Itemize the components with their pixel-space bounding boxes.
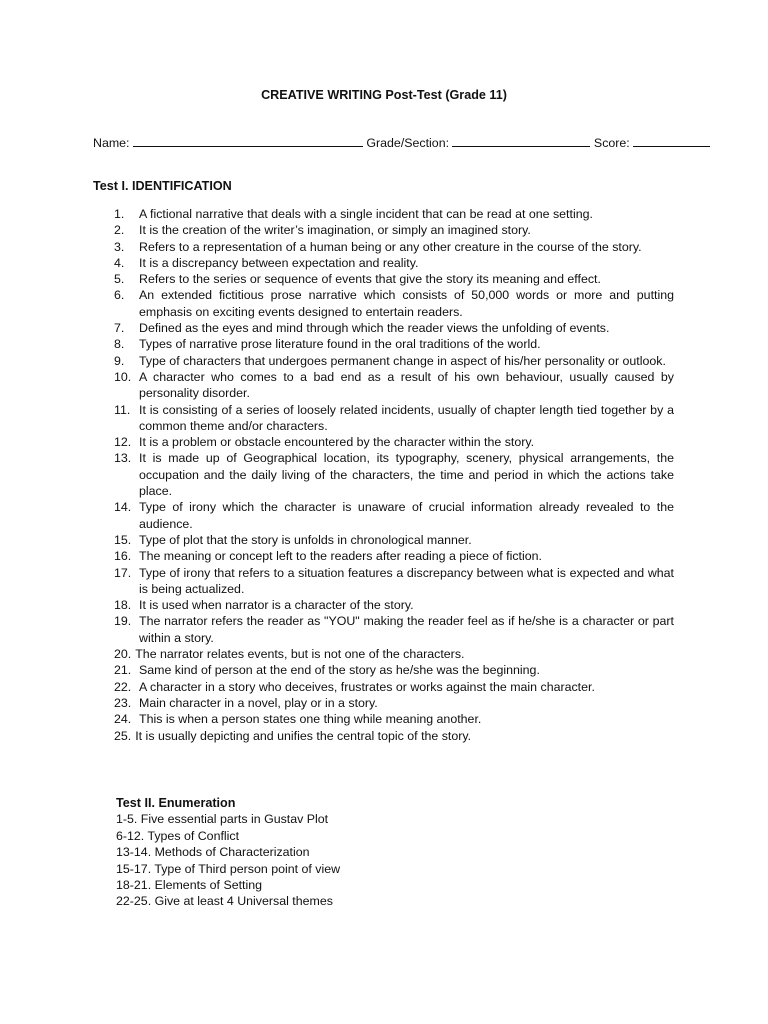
list-item xyxy=(114,222,674,238)
page-title: CREATIVE WRITING Post-Test (Grade 11) xyxy=(261,88,507,102)
item-number: 21. xyxy=(114,663,132,678)
item-text: It is a discrepancy between expectation and reality. xyxy=(139,255,419,270)
item-text: Defined as the eyes and mind through which the reader views the unfolding of events. xyxy=(139,321,610,336)
item-number: 18. xyxy=(114,598,132,613)
enumeration-item: 6-12. Types of Conflict xyxy=(116,828,240,843)
item-text: A character who comes to a bad end as a result of his own behaviour, usually caused by personality disorder. xyxy=(139,369,674,401)
identification-list xyxy=(114,206,674,744)
item-text: It is a problem or obstacle encountered by the character within the story. xyxy=(139,435,535,450)
item-text: Main character in a novel, play or in a story. xyxy=(139,695,378,710)
item-number: 17. xyxy=(114,565,132,580)
list-item xyxy=(114,548,674,564)
list-item xyxy=(114,255,674,271)
score-label: Score: xyxy=(590,136,634,150)
item-number: 2. xyxy=(114,223,125,238)
test2-section xyxy=(116,795,676,910)
list-item xyxy=(114,711,674,727)
item-text: A fictional narrative that deals with a single incident that can be read at one setting. xyxy=(139,207,593,221)
item-text: It is usually depicting and unifies the central topic of the story. xyxy=(135,728,472,743)
test2-heading: Test II. Enumeration xyxy=(116,796,236,810)
list-item xyxy=(114,369,674,402)
list-item xyxy=(114,434,674,450)
item-number: 22. xyxy=(114,679,132,694)
item-text: It is consisting of a series of loosely related incidents, usually of chapter length tied together by a common theme and/or characters. xyxy=(139,402,674,433)
list-item xyxy=(114,613,674,646)
item-number: 23. xyxy=(114,695,132,710)
enumeration-item: 13-14. Methods of Characterization xyxy=(116,845,310,860)
item-text: Type of characters that undergoes permanent change in aspect of his/her personality or outlook. xyxy=(139,353,666,368)
list-item xyxy=(114,402,674,435)
item-text: Refers to a representation of a human being or any other creature in the course of the story. xyxy=(139,239,642,254)
item-text: Type of irony that refers to a situation features a discrepancy between what is expected and what is being actualized. xyxy=(139,565,674,596)
list-item xyxy=(114,646,674,662)
score-blank[interactable] xyxy=(633,135,710,147)
item-number: 3. xyxy=(114,239,125,254)
item-number: 13. xyxy=(114,451,132,466)
list-item xyxy=(114,450,674,499)
item-text: Types of narrative prose literature found in the oral traditions of the world. xyxy=(139,337,541,352)
item-number: 8. xyxy=(114,337,125,352)
item-number: 14. xyxy=(114,500,132,515)
name-label: Name: xyxy=(93,136,133,150)
item-number: 25. xyxy=(114,728,132,743)
item-text: A character in a story who deceives, frustrates or works against the main character. xyxy=(139,679,595,694)
item-number: 10. xyxy=(114,369,132,384)
item-number: 16. xyxy=(114,549,132,564)
item-text: Refers to the series or sequence of events that give the story its meaning and effect. xyxy=(139,272,601,287)
list-item xyxy=(114,206,674,222)
item-number: 12. xyxy=(114,435,132,450)
item-text: The meaning or concept left to the readers after reading a piece of fiction. xyxy=(139,549,542,564)
list-item xyxy=(114,565,674,598)
student-info-line xyxy=(93,135,683,150)
list-item xyxy=(114,320,674,336)
list-item xyxy=(114,271,674,287)
item-text: It is the creation of the writer’s imagination, or simply an imagined story. xyxy=(139,223,531,238)
list-item xyxy=(114,695,674,711)
list-item xyxy=(114,353,674,369)
item-text: Type of irony which the character is unaware of crucial information already revealed to the audience. xyxy=(139,500,674,531)
item-text: Same kind of person at the end of the story as he/she was the beginning. xyxy=(139,663,540,678)
enumeration-item: 15-17. Type of Third person point of view xyxy=(116,861,341,876)
item-text: Type of plot that the story is unfolds in chronological manner. xyxy=(139,532,472,547)
list-item xyxy=(114,662,674,678)
item-number: 1. xyxy=(114,207,125,221)
list-item xyxy=(114,239,674,255)
item-number: 24. xyxy=(114,712,132,727)
list-item xyxy=(114,597,674,613)
item-text: This is when a person states one thing while meaning another. xyxy=(139,712,482,727)
enumeration-item: 18-21. Elements of Setting xyxy=(116,878,263,893)
grade-section-label: Grade/Section: xyxy=(362,136,453,150)
list-item xyxy=(114,532,674,548)
enumeration-item: 1-5. Five essential parts in Gustav Plot xyxy=(116,812,329,827)
list-item xyxy=(114,679,674,695)
item-text: It is used when narrator is a character of the story. xyxy=(139,598,414,613)
item-number: 11. xyxy=(114,402,131,417)
grade-section-blank[interactable] xyxy=(452,135,590,147)
item-number: 20. xyxy=(114,647,132,662)
item-text: It is made up of Geographical location, its typography, scenery, physical arrangements, the occupation and the daily living of the characters, the time and period in which the actions take place. xyxy=(139,451,674,499)
item-number: 9. xyxy=(114,353,125,368)
list-item xyxy=(114,287,674,320)
item-number: 4. xyxy=(114,255,125,270)
item-number: 15. xyxy=(114,532,132,547)
list-item xyxy=(114,336,674,352)
list-item xyxy=(114,499,674,532)
item-number: 5. xyxy=(114,272,125,287)
item-text: An extended fictitious prose narrative which consists of 50,000 words or more and putting emphasis on exciting events designed to entertain readers. xyxy=(139,288,674,319)
item-text: The narrator refers the reader as "YOU" making the reader feel as if he/she is a character or part within a story. xyxy=(139,614,674,645)
enumeration-item: 22-25. Give at least 4 Universal themes xyxy=(116,894,333,909)
name-blank[interactable] xyxy=(133,135,363,147)
item-text: The narrator relates events, but is not one of the characters. xyxy=(135,647,465,662)
item-number: 19. xyxy=(114,614,132,629)
item-number: 7. xyxy=(114,321,125,336)
test1-heading: Test I. IDENTIFICATION xyxy=(93,179,232,193)
item-number: 6. xyxy=(114,288,125,303)
list-item xyxy=(114,728,674,744)
